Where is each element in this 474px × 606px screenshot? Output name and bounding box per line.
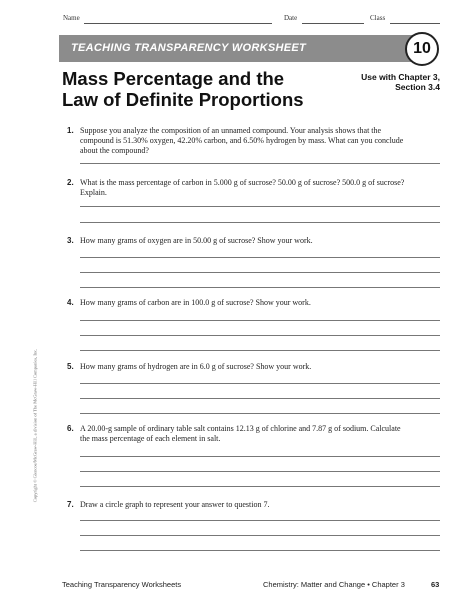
answer-line[interactable] (80, 335, 440, 336)
answer-line[interactable] (80, 398, 440, 399)
answer-line[interactable] (80, 456, 440, 457)
answer-line[interactable] (80, 272, 440, 273)
banner-title: TEACHING TRANSPARENCY WORKSHEET (71, 42, 307, 54)
question-number: 3. (67, 236, 74, 245)
question-number: 7. (67, 500, 74, 509)
answer-line[interactable] (80, 257, 440, 258)
answer-line[interactable] (80, 222, 440, 223)
question-number: 5. (67, 362, 74, 371)
title-line-1: Mass Percentage and the (62, 68, 285, 89)
question-number: 6. (67, 424, 74, 433)
page-title (62, 68, 304, 110)
question-text: Draw a circle graph to represent your answer to question 7. (80, 500, 270, 509)
answer-line[interactable] (80, 320, 440, 321)
page-number: 63 (431, 580, 440, 589)
class-line (390, 23, 440, 24)
answer-line[interactable] (80, 535, 440, 536)
answer-line[interactable] (80, 287, 440, 288)
question-text: How many grams of hydrogen are in 6.0 g of sucrose? Show your work. (80, 362, 312, 371)
question-4 (67, 298, 407, 308)
date-label: Date (284, 14, 298, 22)
answer-line[interactable] (80, 383, 440, 384)
worksheet-number-badge: 10 (405, 32, 439, 66)
question-text: What is the mass percentage of carbon in 5.000 g of sucrose? 50.00 g of sucrose? 500.0 g of sucrose? Explain. (80, 178, 405, 197)
answer-line[interactable] (80, 520, 440, 521)
question-number: 1. (67, 126, 74, 135)
question-1 (67, 126, 407, 156)
question-5 (67, 362, 407, 372)
question-number: 4. (67, 298, 74, 307)
name-line (84, 23, 272, 24)
question-3 (67, 236, 407, 246)
title-line-2: Law of Definite Proportions (62, 89, 304, 110)
question-2 (67, 178, 407, 198)
question-7 (67, 500, 407, 510)
class-label: Class (370, 14, 386, 22)
answer-line[interactable] (80, 350, 440, 351)
answer-line[interactable] (80, 413, 440, 414)
date-line (302, 23, 364, 24)
answer-line[interactable] (80, 471, 440, 472)
question-number: 2. (67, 178, 74, 187)
question-text: Suppose you analyze the composition of an unnamed compound. Your analysis shows that the compound is 51.30% oxygen, 42.20% carbon, and 6.50% hydrogen by mass. What can you conclude about the compound? (80, 126, 404, 155)
answer-line[interactable] (80, 550, 440, 551)
answer-line[interactable] (80, 486, 440, 487)
question-text: How many grams of oxygen are in 50.00 g of sucrose? Show your work. (80, 236, 313, 245)
copyright-text: Copyright © Glencoe/McGraw-Hill, a division of The McGraw-Hill Companies, Inc. (32, 348, 38, 503)
worksheet-banner (59, 35, 431, 62)
chapter-reference (340, 72, 440, 92)
chapter-reference-line-2: Section 3.4 (395, 82, 440, 92)
answer-line[interactable] (80, 163, 440, 164)
side-copyright (30, 338, 40, 518)
question-text: A 20.00-g sample of ordinary table salt contains 12.13 g of chlorine and 7.87 g of sodium. Calculate the mass percentage of each element in salt. (80, 424, 401, 443)
question-text: How many grams of carbon are in 100.0 g of sucrose? Show your work. (80, 298, 311, 307)
footer-left: Teaching Transparency Worksheets (62, 580, 182, 589)
chapter-reference-line-1: Use with Chapter 3, (361, 72, 440, 82)
name-label: Name (63, 14, 80, 22)
answer-line[interactable] (80, 206, 440, 207)
footer-chapter: Chemistry: Matter and Change • Chapter 3 (263, 580, 405, 589)
question-6 (67, 424, 407, 444)
